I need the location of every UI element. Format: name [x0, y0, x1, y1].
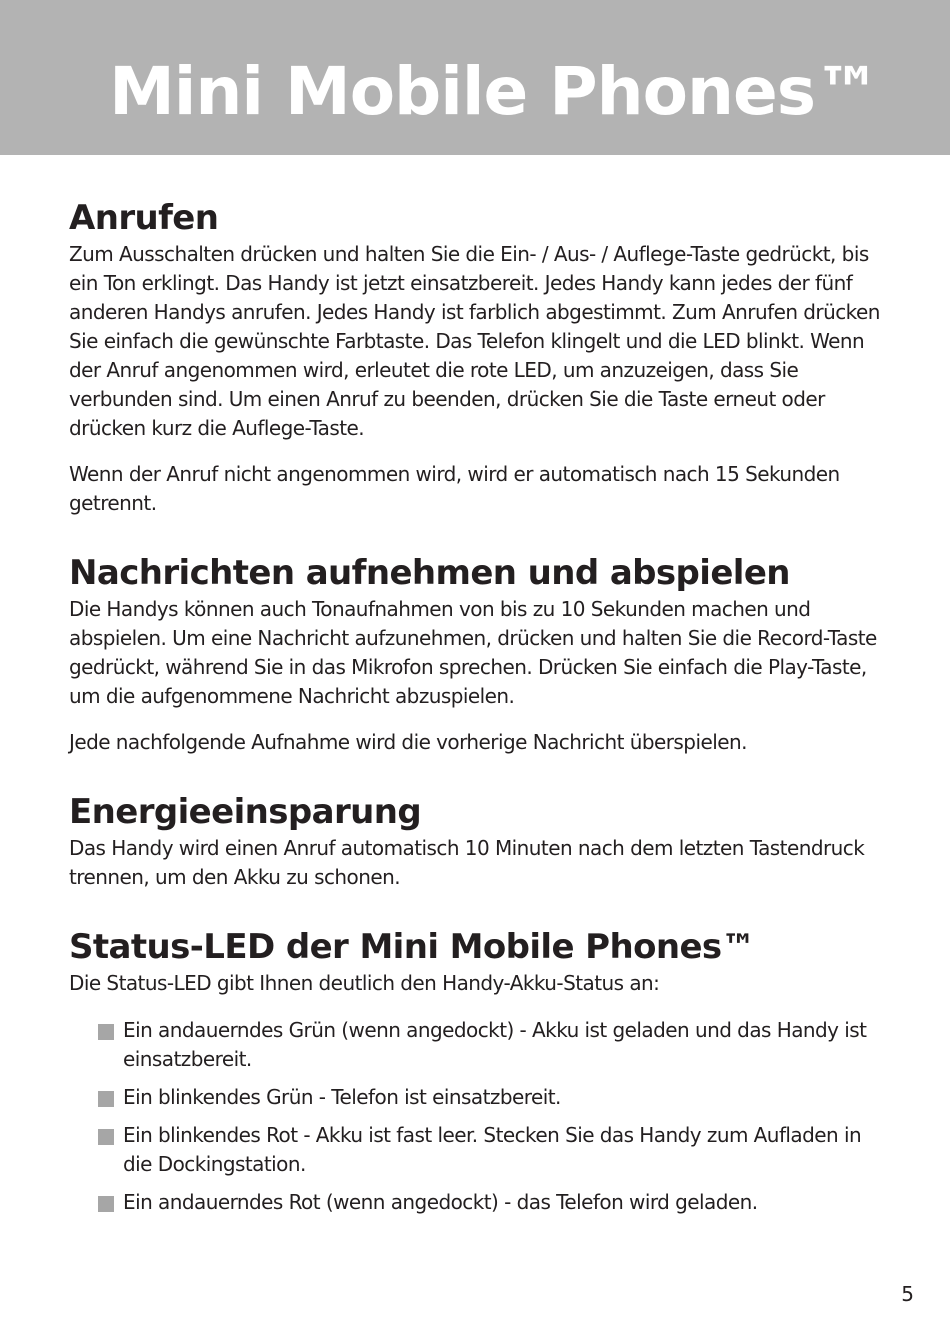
list-item	[98, 1016, 881, 1074]
list-item	[98, 1121, 881, 1179]
list-item-text: Ein andauerndes Grün (wenn angedockt) - Akku ist geladen und das Handy ist einsatzbereit.	[123, 1018, 867, 1071]
paragraph: Die Handys können auch Tonaufnahmen von bis zu 10 Sekunden machen und abspielen. Um eine Nachricht aufzunehmen, drücken und halten Sie die Record-Taste gedrückt, während Sie in das Mikrofon sprechen. Drücken Sie einfach die Play-Taste, um die aufgenommene Nachricht abzuspielen.	[69, 597, 877, 708]
paragraph: Zum Ausschalten drücken und halten Sie die Ein- / Aus- / Auflege-Taste gedrückt, bis ein Ton erklingt. Das Handy ist jetzt einsatzbereit. Jedes Handy kann jedes der fünf anderen Handys anrufen. Jedes Handy ist farblich abgestimmt. Zum Anrufen drücken Sie einfach die gewünschte Farbtaste. Das Telefon klingelt und die LED blinkt. Wenn der Anruf angenommen wird, erleutet die rote LED, um anzuzeigen, dass Sie verbunden sind. Um einen Anruf zu beenden, drücken Sie die Taste erneut oder drücken kurz die Auflege-Taste.	[69, 242, 880, 440]
list-item-text: Ein blinkendes Grün - Telefon ist einsatzbereit.	[123, 1085, 561, 1109]
main-content	[69, 196, 881, 1226]
list-item-text: Ein blinkendes Rot - Akku ist fast leer. Stecken Sie das Handy zum Aufladen in die Dockingstation.	[123, 1123, 862, 1176]
section-anrufen	[69, 196, 881, 518]
section-nachrichten	[69, 551, 881, 757]
list-item	[98, 1188, 881, 1217]
header-band	[0, 0, 950, 155]
list-item-text: Ein andauerndes Rot (wenn angedockt) - das Telefon wird geladen.	[123, 1190, 758, 1214]
section-heading-anrufen: Anrufen	[69, 198, 219, 238]
page-number: 5	[901, 1282, 914, 1306]
section-status-led	[69, 925, 881, 1217]
section-heading-status-led: Status-LED der Mini Mobile Phones™	[69, 927, 755, 967]
section-heading-nachrichten: Nachrichten aufnehmen und abspielen	[69, 553, 790, 593]
section-energieeinsparung	[69, 790, 881, 892]
status-led-list	[69, 1016, 881, 1217]
square-bullet-icon	[98, 1091, 114, 1107]
paragraph: Wenn der Anruf nicht angenommen wird, wird er automatisch nach 15 Sekunden getrennt.	[69, 462, 840, 515]
paragraph: Jede nachfolgende Aufnahme wird die vorherige Nachricht überspielen.	[69, 730, 747, 754]
paragraph: Das Handy wird einen Anruf automatisch 10 Minuten nach dem letzten Tastendruck trennen, um den Akku zu schonen.	[69, 836, 865, 889]
section-heading-energieeinsparung: Energieeinsparung	[69, 792, 422, 832]
square-bullet-icon	[98, 1196, 114, 1212]
paragraph: Die Status-LED gibt Ihnen deutlich den Handy-Akku-Status an:	[69, 971, 660, 995]
square-bullet-icon	[98, 1129, 114, 1145]
list-item	[98, 1083, 881, 1112]
square-bullet-icon	[98, 1024, 114, 1040]
page-title: Mini Mobile Phones™	[109, 53, 880, 130]
